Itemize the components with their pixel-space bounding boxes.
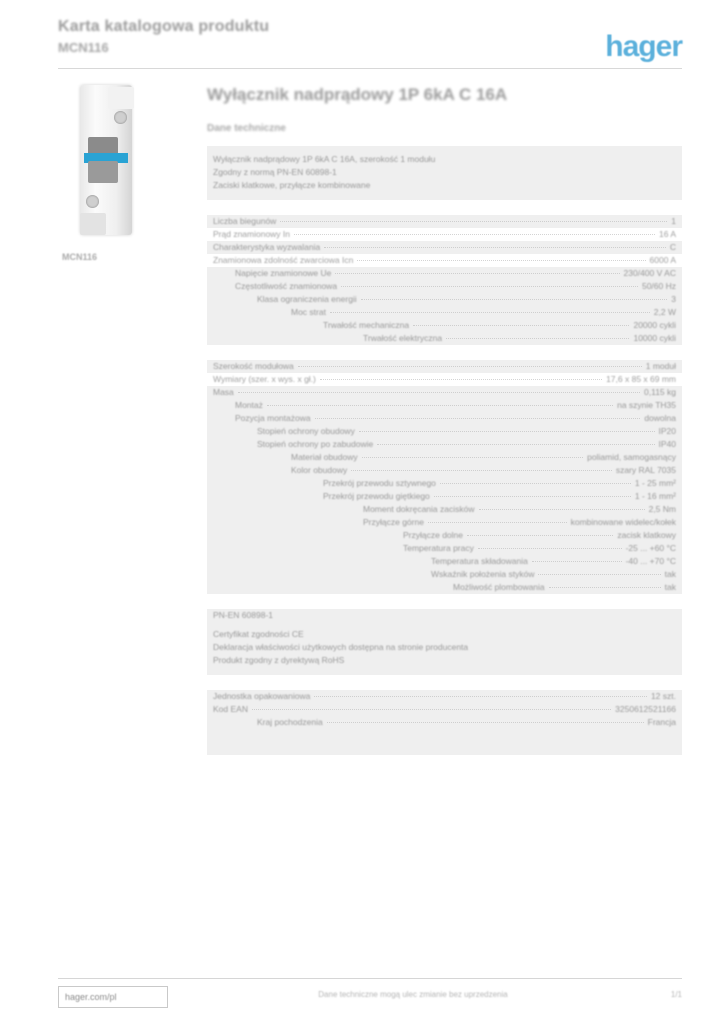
leader-dots — [434, 496, 631, 497]
spec-key: Wyłącznik nadprądowy 1P 6kA C 16A, szerokość 1 modułu — [213, 154, 436, 164]
table-row — [207, 360, 682, 373]
spec-value: kombinowane widelec/kołek — [570, 517, 676, 527]
table-row — [207, 319, 682, 332]
spec-key: Deklaracja właściwości użytkowych dostępna na stronie producenta — [213, 642, 469, 652]
table-row — [207, 179, 682, 192]
spec-key: Trwałość mechaniczna — [323, 320, 410, 330]
table-row — [207, 293, 682, 306]
spec-key: Przyłącze dolne — [403, 530, 464, 540]
spec-value: 1 moduł — [645, 361, 676, 371]
table-row — [207, 425, 682, 438]
product-reference: MCN116 — [62, 252, 98, 262]
spec-value: 1 - 25 mm² — [634, 478, 676, 488]
spec-key: Przekrój przewodu giętkiego — [323, 491, 430, 501]
header-divider — [58, 68, 682, 69]
table-row — [207, 267, 682, 280]
spec-key: Klasa ograniczenia energii — [257, 294, 357, 304]
spec-key: Szerokość modułowa — [213, 361, 294, 371]
table-row — [207, 503, 682, 516]
table-row — [207, 529, 682, 542]
leader-dots — [478, 548, 622, 549]
spec-value: tak — [664, 582, 676, 592]
leader-dots — [377, 444, 654, 445]
leader-dots — [327, 722, 644, 723]
spec-value: 20000 cykli — [633, 320, 676, 330]
leader-dots — [335, 273, 619, 274]
leader-dots — [341, 286, 638, 287]
table-row — [207, 477, 682, 490]
leader-dots — [330, 312, 650, 313]
spec-value: 10000 cykli — [633, 333, 676, 343]
spec-key: Liczba biegunów — [213, 216, 277, 226]
product-image-column — [58, 85, 188, 262]
breaker-terminal-bottom — [86, 195, 99, 208]
spec-key: Certyfikat zgodności CE — [213, 629, 304, 639]
spec-key: Kod EAN — [213, 704, 248, 714]
spec-key: Stopień ochrony po zabudowie — [257, 439, 374, 449]
spec-value: 12 szt. — [650, 691, 676, 701]
spec-key: Napięcie znamionowe Ue — [235, 268, 332, 278]
table-row — [207, 490, 682, 503]
leader-dots — [298, 366, 642, 367]
spec-value: 0,115 kg — [644, 387, 676, 397]
table-row — [207, 399, 682, 412]
hager-logo: hager — [605, 30, 682, 63]
spec-key: Masa — [213, 387, 234, 397]
spec-key: Moment dokręcania zacisków — [363, 504, 475, 514]
breaker-notch-bottom — [80, 213, 106, 235]
leader-dots — [294, 234, 655, 235]
spec-value: Francja — [647, 717, 676, 727]
table-row — [207, 516, 682, 529]
spec-value: 3250612521166 — [615, 704, 676, 714]
table-row — [207, 581, 682, 594]
spec-value: 3 — [671, 294, 676, 304]
table-row — [207, 703, 682, 716]
table-row — [207, 153, 682, 166]
table-row — [207, 332, 682, 345]
spec-key: Przekrój przewodu sztywnego — [323, 478, 436, 488]
spec-key: Wymiary (szer. x wys. x gł.) — [213, 374, 316, 384]
spec-group-normy — [207, 609, 682, 675]
page-title: Karta katalogowa produktu — [58, 18, 270, 35]
table-row — [207, 716, 682, 729]
spec-value: IP20 — [658, 426, 676, 436]
table-row — [207, 438, 682, 451]
spec-key: Wskaźnik położenia styków — [431, 569, 535, 579]
spec-value: -40 ... +70 °C — [625, 556, 676, 566]
table-row — [207, 280, 682, 293]
table-row — [207, 654, 682, 667]
spec-group-logistyka — [207, 690, 682, 755]
spec-value: dowolna — [644, 413, 676, 423]
leader-dots — [479, 509, 645, 510]
breaker-notch-top — [108, 87, 134, 109]
spec-key: Możliwość plombowania — [453, 582, 545, 592]
table-row — [207, 542, 682, 555]
table-row — [207, 628, 682, 641]
website-link[interactable]: hager.com/pl — [65, 992, 117, 1002]
table-row — [207, 412, 682, 425]
spec-value: 16 A — [658, 229, 676, 239]
page-number: 1/1 — [670, 990, 682, 999]
spec-key: Częstotliwość znamionowa — [235, 281, 338, 291]
table-row — [207, 241, 682, 254]
table-row — [207, 609, 682, 622]
table-row — [207, 451, 682, 464]
spec-key: Materiał obudowy — [291, 452, 358, 462]
table-row — [207, 215, 682, 228]
spec-key: Zaciski klatkowe, przyłącze kombinowane — [213, 180, 371, 190]
document-footer — [58, 986, 682, 1012]
spec-value: poliamid, samogasnący — [587, 452, 676, 462]
leader-dots — [361, 299, 668, 300]
spec-key: Montaż — [235, 400, 263, 410]
spec-heading: Dane techniczne — [207, 123, 286, 134]
spec-key: Jednostka opakowaniowa — [213, 691, 311, 701]
table-row — [207, 690, 682, 703]
spec-key: Przyłącze górne — [363, 517, 424, 527]
leader-dots — [362, 457, 584, 458]
spec-value: 50/60 Hz — [641, 281, 676, 291]
spec-key: Moc strat — [291, 307, 326, 317]
leader-dots — [324, 247, 666, 248]
website-link-box[interactable] — [58, 986, 168, 1008]
spec-key: Znamionowa zdolność zwarciowa Icn — [213, 255, 354, 265]
spec-key: Pozycja montażowa — [235, 413, 311, 423]
table-row — [207, 166, 682, 179]
leader-dots — [467, 535, 613, 536]
table-row — [207, 386, 682, 399]
spec-value: szary RAL 7035 — [615, 465, 676, 475]
spec-key: Charakterystyka wyzwalania — [213, 242, 321, 252]
leader-dots — [351, 470, 612, 471]
footer-note: Dane techniczne mogą ulec zmianie bez uprzedzenia — [318, 990, 508, 999]
leader-dots — [315, 418, 641, 419]
leader-dots — [357, 260, 645, 261]
spec-key: Kraj pochodzenia — [257, 717, 323, 727]
spec-key: Stopień ochrony obudowy — [257, 426, 355, 436]
leader-dots — [267, 405, 613, 406]
table-row-filler — [207, 729, 682, 742]
leader-dots — [252, 709, 611, 710]
spec-value: 2,2 W — [653, 307, 676, 317]
table-row — [207, 568, 682, 581]
spec-key: Temperatura składowania — [431, 556, 528, 566]
table-row — [207, 555, 682, 568]
leader-dots — [549, 587, 661, 588]
spec-content — [207, 85, 682, 755]
spec-value: na szynie TH35 — [617, 400, 676, 410]
spec-group-opis — [207, 146, 682, 200]
spec-value: C — [669, 242, 676, 252]
product-title: Wyłącznik nadprądowy 1P 6kA C 16A — [207, 85, 508, 104]
spec-value: 6000 A — [649, 255, 676, 265]
leader-dots — [238, 392, 640, 393]
spec-key: Kolor obudowy — [291, 465, 348, 475]
footer-divider — [58, 978, 682, 979]
spec-value: 2,5 Nm — [648, 504, 676, 514]
table-row — [207, 373, 682, 386]
document-header — [58, 18, 682, 68]
leader-dots — [280, 221, 667, 222]
leader-dots — [314, 696, 647, 697]
spec-key: Prąd znamionowy In — [213, 229, 291, 239]
spec-key: Zgodny z normą PN-EN 60898-1 — [213, 167, 337, 177]
spec-value: 1 — [671, 216, 676, 226]
leader-dots — [413, 325, 629, 326]
spec-value: 230/400 V AC — [623, 268, 676, 278]
page-subtitle: MCN116 — [58, 40, 109, 55]
leader-dots — [446, 338, 629, 339]
breaker-lever-lower — [88, 161, 118, 183]
table-row-filler — [207, 742, 682, 755]
spec-value: IP40 — [658, 439, 676, 449]
table-row — [207, 641, 682, 654]
spec-key: Temperatura pracy — [403, 543, 474, 553]
leader-dots — [532, 561, 622, 562]
spec-value: -25 ... +60 °C — [625, 543, 676, 553]
leader-dots — [320, 379, 602, 380]
spec-value: 17,6 x 85 x 69 mm — [606, 374, 676, 384]
table-row — [207, 254, 682, 267]
spec-value: tak — [664, 569, 676, 579]
spec-group-dane-konstrukcyjne — [207, 360, 682, 594]
spec-key: Trwałość elektryczna — [363, 333, 443, 343]
leader-dots — [428, 522, 567, 523]
spec-value: zacisk klatkowy — [617, 530, 676, 540]
spec-key: Produkt zgodny z dyrektywą RoHS — [213, 655, 345, 665]
breaker-terminal-top — [114, 111, 127, 124]
table-row — [207, 228, 682, 241]
leader-dots — [359, 431, 655, 432]
spec-value: 1 - 16 mm² — [634, 491, 676, 501]
table-row — [207, 306, 682, 319]
spec-group-charakterystyka — [207, 215, 682, 345]
table-row — [207, 464, 682, 477]
leader-dots — [440, 483, 631, 484]
leader-dots — [538, 574, 660, 575]
miniature-circuit-breaker-photo — [62, 85, 170, 240]
spec-key: PN-EN 60898-1 — [213, 610, 274, 620]
